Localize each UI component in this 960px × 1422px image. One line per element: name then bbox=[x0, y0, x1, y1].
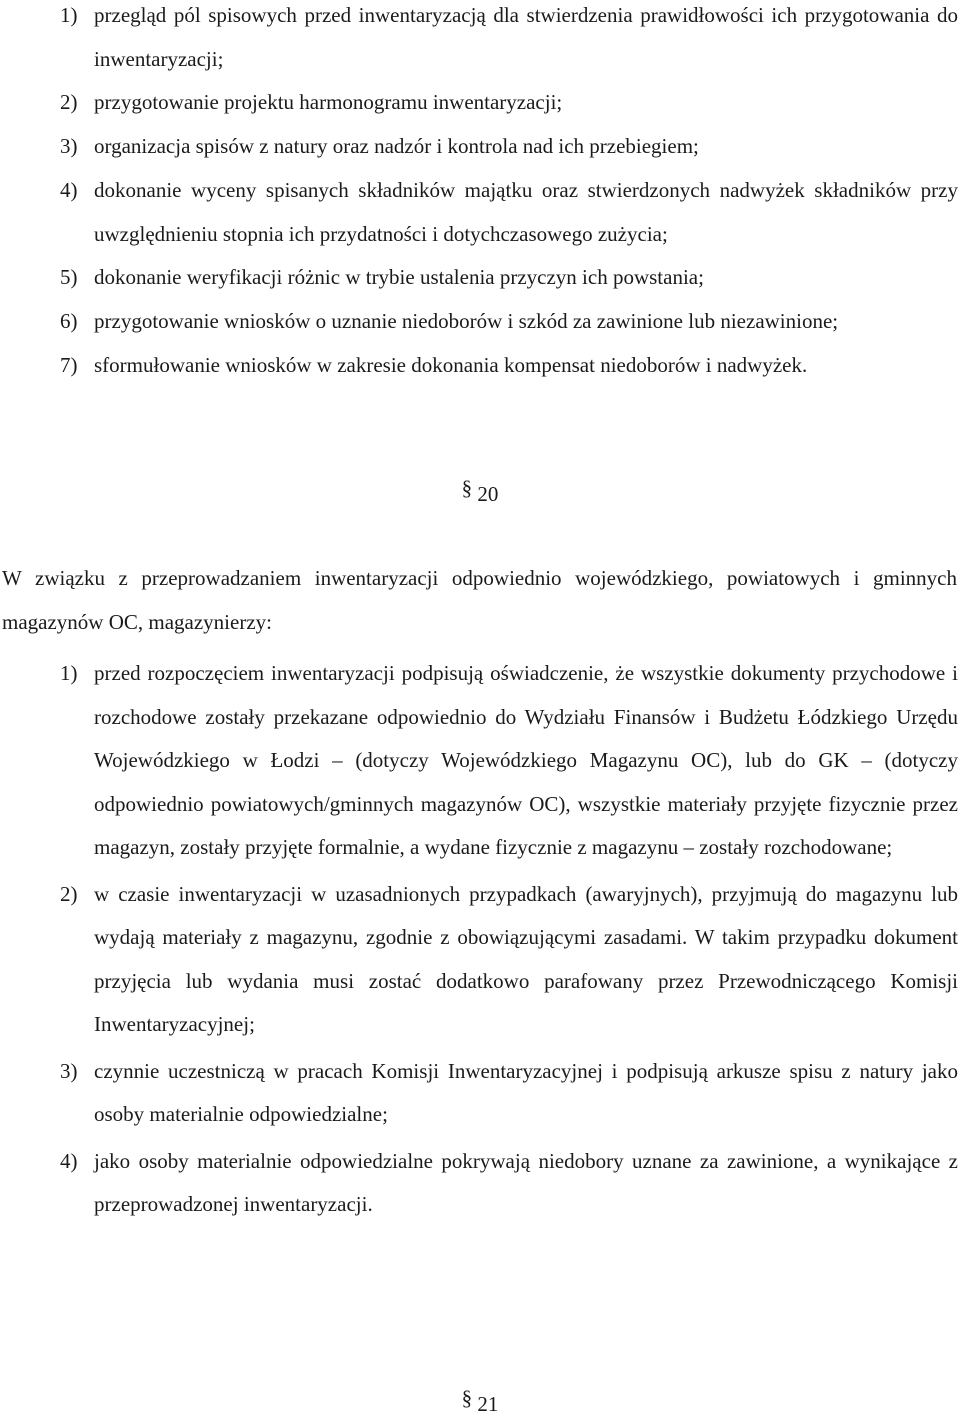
list-item-text: sformułowanie wniosków w zakresie dokonania kompensat niedoborów i nadwyżek. bbox=[94, 352, 808, 377]
section-number: 20 bbox=[477, 482, 499, 506]
list-item bbox=[0, 81, 960, 125]
list-item-text: w czasie inwentaryzacji w uzasadnionych przypadkach (awaryjnych), przyjmują do magazynu lub wydają materiały z magazynu, zgodnie z obowiązującymi zasadami. W takim przypadku dokument przyjęcia lub wydania musi zostać dodatkowo parafowany przez Przewodniczącego Komisji Inwentaryzacyjnej; bbox=[94, 881, 958, 1036]
list-item-text: dokonanie wyceny spisanych składników majątku oraz stwierdzonych nadwyżek składników przy uwzględnieniu stopnia ich przydatności i dotychczasowego zużycia; bbox=[94, 177, 958, 246]
list-item-number: 1) bbox=[60, 3, 78, 27]
duties-list-top bbox=[0, 0, 960, 387]
list-item bbox=[0, 125, 960, 169]
list-item bbox=[0, 873, 960, 1047]
list-item bbox=[0, 169, 960, 256]
section-number: 21 bbox=[477, 1392, 499, 1416]
list-item-number: 1) bbox=[60, 661, 78, 685]
list-item-number: 3) bbox=[60, 134, 78, 159]
list-item-text: przed rozpoczęciem inwentaryzacji podpisują oświadczenie, że wszystkie dokumenty przychodowe i rozchodowe zostały przekazane odpowiednio do Wydziału Finansów i Budżetu Łódzkiego Urzędu Wojewódzkiego w Łodzi – (dotyczy Wojewódzkiego Magazynu OC), lub do GK – (dotyczy odpowiednio powiatowych/gminnych magazynów OC), wszystkie materiały przyjęte fizycznie przez magazyn, zostały przyjęte formalnie, a wydane fizycznie z magazynu – zostały rozchodowane; bbox=[94, 661, 958, 859]
list-item-number: 3) bbox=[60, 1058, 78, 1083]
list-item-text: organizacja spisów z natury oraz nadzór i kontrola nad ich przebiegiem; bbox=[94, 134, 699, 159]
list-item bbox=[0, 1140, 960, 1227]
list-item-text: jako osoby materialnie odpowiedzialne pokrywają niedobory uznane za zawinione, a wynikające z przeprowadzonej inwentaryzacji. bbox=[94, 1148, 958, 1216]
list-item-number: 5) bbox=[60, 265, 78, 290]
list-item-text: czynnie uczestniczą w pracach Komisji Inwentaryzacyjnej i podpisują arkusze spisu z natury jako osoby materialnie odpowiedzialne; bbox=[94, 1058, 958, 1126]
list-item-text: przygotowanie wniosków o uznanie niedoborów i szkód za zawinione lub niezawinione; bbox=[94, 308, 839, 333]
list-item-number: 2) bbox=[60, 881, 78, 906]
list-item bbox=[0, 652, 960, 870]
list-item-number: 7) bbox=[60, 352, 78, 377]
section-heading-20 bbox=[0, 476, 960, 512]
list-item-text: przygotowanie projektu harmonogramu inwentaryzacji; bbox=[94, 90, 563, 115]
list-item-text: przegląd pól spisowych przed inwentaryzacją dla stwierdzenia prawidłowości ich przygotowania do inwentaryzacji; bbox=[94, 3, 958, 71]
section-intro-paragraph: W związku z przeprowadzaniem inwentaryzacji odpowiednio wojewódzkiego, powiatowych i gminnych magazynów OC, magazynierzy: bbox=[2, 566, 957, 634]
list-item-number: 6) bbox=[60, 308, 78, 333]
list-item bbox=[0, 0, 960, 81]
list-item-number: 2) bbox=[60, 90, 78, 115]
list-item-text: dokonanie weryfikacji różnic w trybie ustalenia przyczyn ich powstania; bbox=[94, 265, 704, 290]
list-item bbox=[0, 256, 960, 300]
paragraph-sign: § bbox=[461, 476, 473, 500]
list-item-number: 4) bbox=[60, 177, 78, 202]
paragraph-sign: § bbox=[461, 1386, 473, 1410]
list-item bbox=[0, 344, 960, 388]
duties-list-bottom bbox=[0, 652, 960, 1227]
list-item bbox=[0, 1050, 960, 1137]
list-item-number: 4) bbox=[60, 1148, 78, 1173]
list-item bbox=[0, 300, 960, 344]
section-heading-21 bbox=[0, 1386, 960, 1422]
